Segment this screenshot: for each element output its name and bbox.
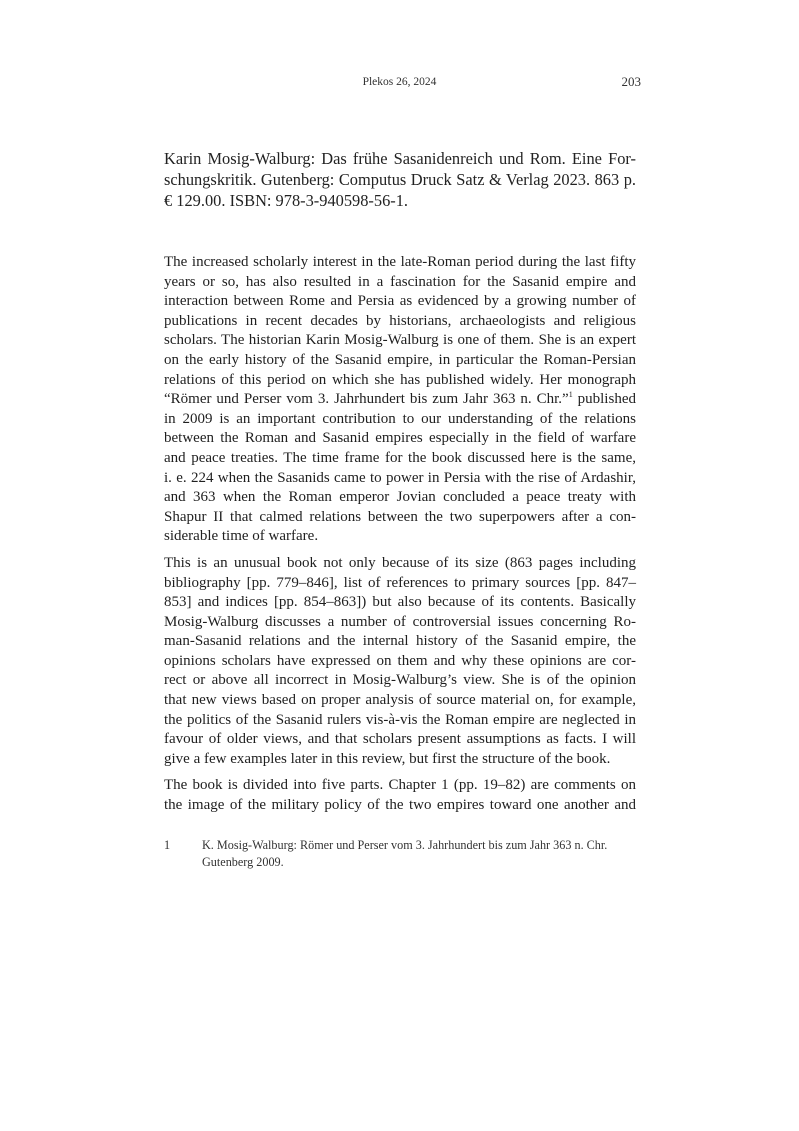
text-fragment: published — [572, 391, 636, 408]
text-line: between the Roman and Sasanid empires especially in the field of warfare — [164, 430, 636, 447]
footnote-line: K. Mosig-Walburg: Römer und Perser vom 3. Jahrhundert bis zum Jahr 363 n. Chr. — [202, 838, 608, 852]
text-line: favour of older views, and that scholars present assumptions as facts. I will — [164, 731, 636, 748]
text-line: interaction between Rome and Persia as evidenced by a growing number of — [164, 293, 636, 310]
text-line: man-Sasanid relations and the internal history of the Sasanid empire, the — [164, 633, 636, 650]
text-line: rect or above all incorrect in Mosig-Walburg’s view. She is of the opinion — [164, 672, 636, 689]
text-line: bibliography [pp. 779–846], list of references to primary sources [pp. 847– — [164, 574, 636, 591]
text-line: on the early history of the Sasanid empire, in particular the Roman-Persian — [164, 351, 636, 368]
text-line: i. e. 224 when the Sasanids came to power in Persia with the rise of Ardashir, — [164, 469, 636, 486]
footnote-line: Gutenberg 2009. — [202, 855, 284, 869]
paragraph-2 — [164, 554, 636, 770]
text-line: This is an unusual book not only because of its size (863 pages including — [164, 554, 636, 571]
page-number: 203 — [621, 74, 641, 89]
text-line: Mosig-Walburg discusses a number of controversial issues concerning Ro- — [164, 613, 636, 630]
text-line: years or so, has also resulted in a fascination for the Sasanid empire and — [164, 273, 636, 290]
text-line: The increased scholarly interest in the late-Roman period during the last fifty — [164, 254, 636, 270]
text-line: the politics of the Sasanid rulers vis-à-vis the Roman empire are neglected in — [164, 711, 636, 728]
text-line: give a few examples later in this review, but first the structure of the book. — [164, 750, 611, 767]
article-body — [164, 253, 636, 823]
text-line: and peace treaties. The time frame for the book discussed here is the same, — [164, 449, 636, 466]
text-line: siderable time of warfare. — [164, 528, 319, 545]
book-title — [164, 148, 636, 211]
footnote-reference[interactable]: 1 — [568, 390, 573, 400]
text-line-with-footnote — [164, 390, 636, 410]
text-line: 853] and indices [pp. 854–863]) but also because of its contents. Basically — [164, 594, 636, 611]
book-title-line: Karin Mosig-Walburg: Das frühe Sasanidenreich und Rom. Eine For- — [164, 149, 636, 168]
text-line: the image of the military policy of the two empires toward one another and — [164, 797, 636, 814]
running-head — [0, 76, 799, 92]
footnote-number: 1 — [164, 838, 171, 852]
text-line: opinions scholars have expressed on them and why these opinions are cor- — [164, 652, 636, 669]
paragraph-3 — [164, 776, 636, 815]
monograph-title-quote: “Römer und Perser vom 3. Jahrhundert bis zum Jahr 363 n. Chr.” — [164, 391, 569, 408]
text-line: relations of this period on which she has published widely. Her monograph — [164, 371, 636, 388]
text-line: in 2009 is an important contribution to our understanding of the relations — [164, 410, 636, 427]
book-title-line: € 129.00. ISBN: 978-3-940598-56-1. — [164, 191, 409, 210]
footnote-text — [202, 837, 636, 871]
text-line: scholars. The historian Karin Mosig-Walburg is one of them. She is an expert — [164, 332, 636, 349]
text-line: that new views based on proper analysis of source material on, for example, — [164, 692, 636, 709]
paragraph-1 — [164, 253, 636, 547]
footnote — [164, 837, 636, 871]
text-line: Shapur II that calmed relations between the two superpowers after a con- — [164, 508, 636, 525]
text-line: The book is divided into five parts. Chapter 1 (pp. 19–82) are comments on — [164, 777, 636, 794]
text-line: and 363 when the Roman emperor Jovian concluded a peace treaty with — [164, 489, 636, 506]
book-title-line: schungskritik. Gutenberg: Computus Druck Satz & Verlag 2023. 863 p. — [164, 170, 636, 189]
text-line: publications in recent decades by historians, archaeologists and religious — [164, 312, 636, 329]
journal-name: Plekos 26, 2024 — [362, 76, 437, 88]
